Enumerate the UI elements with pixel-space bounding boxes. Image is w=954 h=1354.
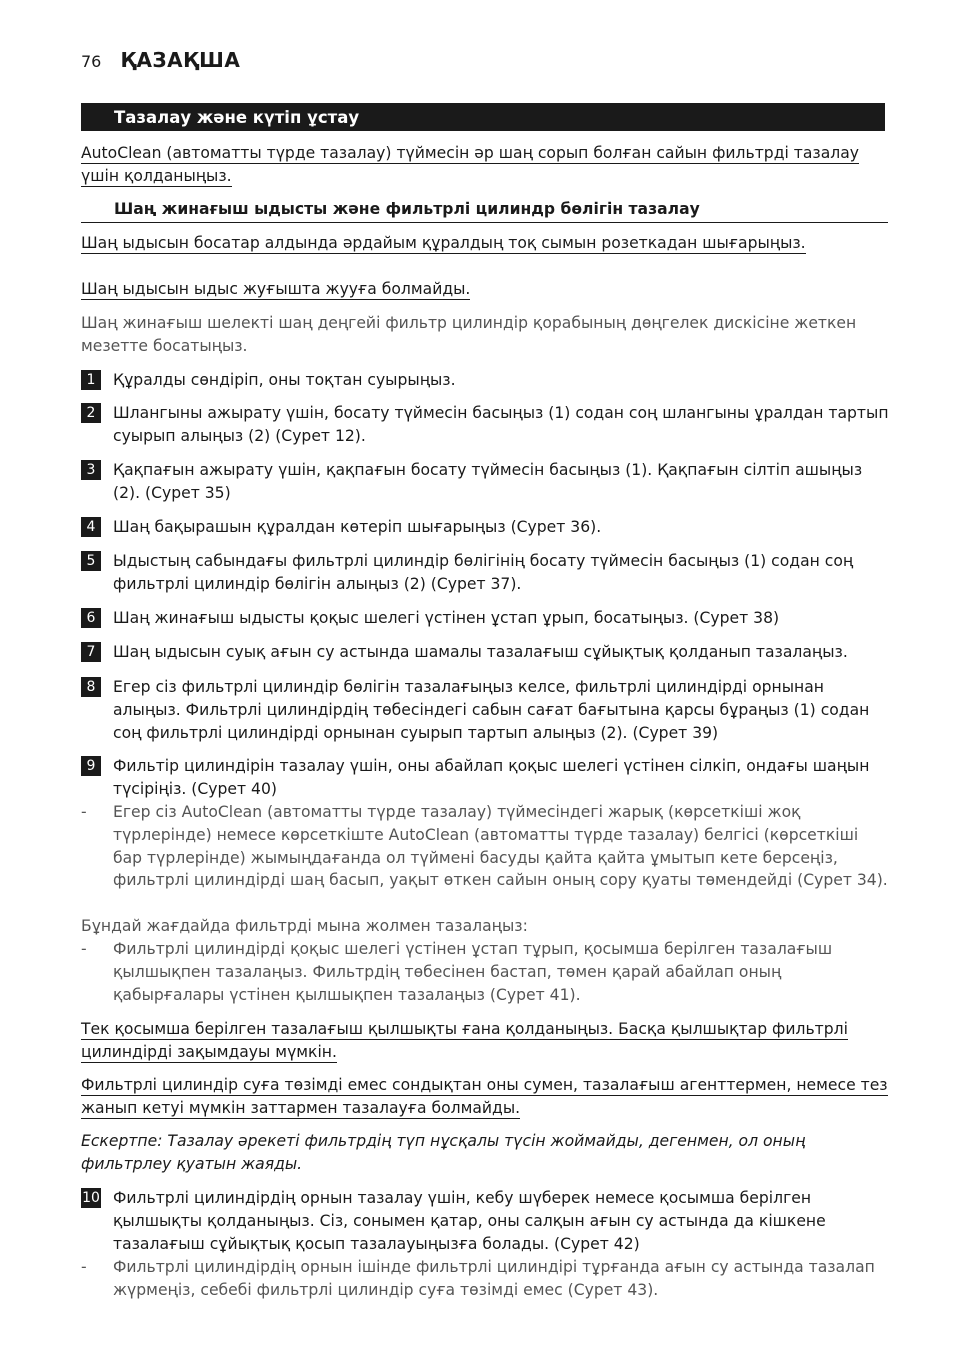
step-number: 7 [81, 642, 101, 662]
page-number: 76 [81, 52, 102, 71]
tip-autoclean: - Егер сіз AutoClean (автоматты түрде тазалау) түймесіндегі жарық (көрсеткіші жоқ түрлерінде) немесе көрсеткіште AutoClean (автоматты түрде тазалау) белгісі (көрсеткіші бар түрлерінде) жымыңдағанда ол түймені басуды қайта қайта ұмытып кете берсеңіз, фильтрлі цилиндірді шаң басып, уақыт өткен сайын оның сору қуаты төмендейді (Сурет 34). [81, 803, 888, 890]
step-1: 1 Құралды сөндіріп, оны тоқтан суырыңыз. [81, 369, 889, 392]
warning-brush: Тек қосымша берілген тазалағыш қылшықты ғана қолданыңыз. Басқа қылшықтар фильтрлі цилиндірді зақымдауы мүмкін. [81, 1020, 848, 1061]
warning-unplug: Шаң ыдысын босатар алдында әрдайым құралдың тоқ сымын розеткадан шығарыңыз. [81, 234, 806, 252]
step-3: 3 Қақпағын ажырату үшін, қақпағын босату түймесін басыңыз (1). Қақпағын сілтіп ашыңыз (2). (Сурет 35) [81, 459, 889, 505]
tip-filter-holder: - Фильтрлі цилиндірдің орнын ішінде фильтрлі цилиндірі тұрғанда ағын су астында тазалап жүрмеңіз, себебі фильтрлі цилиндір суға төзімді емес (Сурет 43). [81, 1258, 875, 1299]
step-6: 6 Шаң жинағыш ыдысты қоқыс шелегі үстінен ұстап ұрып, босатыңыз. (Сурет 38) [81, 607, 889, 630]
step-number: 3 [81, 460, 101, 480]
step-number: 8 [81, 677, 101, 697]
step-number: 10 [82, 1190, 100, 1206]
para-clean-way: Бұндай жағдайда фильтрді мына жолмен тазалаңыз: [81, 917, 528, 935]
step-number: 6 [81, 608, 101, 628]
tip-brush: - Фильтрлі цилиндірді қоқыс шелегі үстінен ұстап тұрып, қосымша берілген тазалағыш қылшықпен тазалаңыз. Фильтрдің төбесінен бастап, төмен қарай абайлап оның қабырғалары үстінен қылшықпен тазалаңыз (Сурет 41). [81, 940, 833, 1004]
note-text: Ескертпе: Тазалау әрекеті фильтрдің түп нұсқалы түсін жоймайды, дегенмен, ол оның фильтрлеу қуатын жаяды. [81, 1132, 806, 1173]
subheading: Шаң жинағыш ыдысты және фильтрлі цилиндр бөлігін тазалау [81, 198, 889, 223]
section-title: Тазалау және күтіп ұстау [81, 103, 885, 131]
step-number: 2 [81, 403, 101, 423]
intro-warning: AutoClean (автоматты түрде тазалау) түймесін әр шаң сорып болған сайын фильтрді тазалау үшін қолданыңыз. [81, 144, 859, 185]
step-number: 9 [81, 756, 101, 776]
step-number: 5 [81, 551, 101, 571]
step-8: 8 Егер сіз фильтрлі цилиндір бөлігін тазалағыңыз келсе, фильтрлі цилиндірді орнынан алыңыз. Фильтрлі цилиндірдің төбесіндегі сабын сағат бағытына қарсы бұраңыз (1) содан соң фильтрлі цилиндірді орнынан суырып тартып алыңыз (2). (Сурет 39) [81, 676, 889, 744]
warning-water: Фильтрлі цилиндір суға төзімді емес сондықтан оны сумен, тазалағыш агенттермен, немесе тез жанып кетуі мүмкін заттармен тазалауға болмайды. [81, 1076, 888, 1117]
step-10: 10 Фильтрлі цилиндірдің орнын тазалау үшін, кебу шүберек немесе қосымша берілген қылшықты қолданыңыз. Сіз, сонымен қатар, оны салқын ағын су астында да кішкене тазалағыш сұйықтық қосып тазалауыңызға болады. (Сурет 42) [82, 1189, 826, 1253]
step-number: 1 [81, 370, 101, 390]
info-text: Шаң жинағыш шелекті шаң деңгейі фильтр цилиндір қорабының дөңгелек дискісіне жеткен мезетте босатыңыз. [81, 314, 857, 355]
step-7: 7 Шаң ыдысын суық ағын су астында шамалы тазалағыш сұйықтық қолданып тазалаңыз. [81, 641, 889, 664]
language-title: ҚАЗАҚША [120, 48, 241, 72]
step-9: 9 Фильтір цилиндірін тазалау үшін, оны абайлап қоқыс шелегі үстінен сілкіп, ондағы шаңын түсіріңіз. (Сурет 40) [81, 755, 889, 801]
step-2: 2 Шлангыны ажырату үшін, босату түймесін басыңыз (1) содан соң шлангыны ұралдан тартып суырып алыңыз (2) (Сурет 12). [81, 402, 889, 448]
step-4: 4 Шаң бақырашын құралдан көтеріп шығарыңыз (Сурет 36). [81, 516, 889, 539]
step-number: 4 [81, 517, 101, 537]
step-5: 5 Ыдыстың сабындағы фильтрлі цилиндір бөлігінің босату түймесін басыңыз (1) содан соң фильтрлі цилиндір бөлігін алыңыз (2) (Сурет 37). [81, 550, 889, 596]
warning-dishwasher: Шаң ыдысын ыдыс жуғышта жууға болмайды. [81, 280, 471, 298]
page-header [81, 48, 240, 72]
